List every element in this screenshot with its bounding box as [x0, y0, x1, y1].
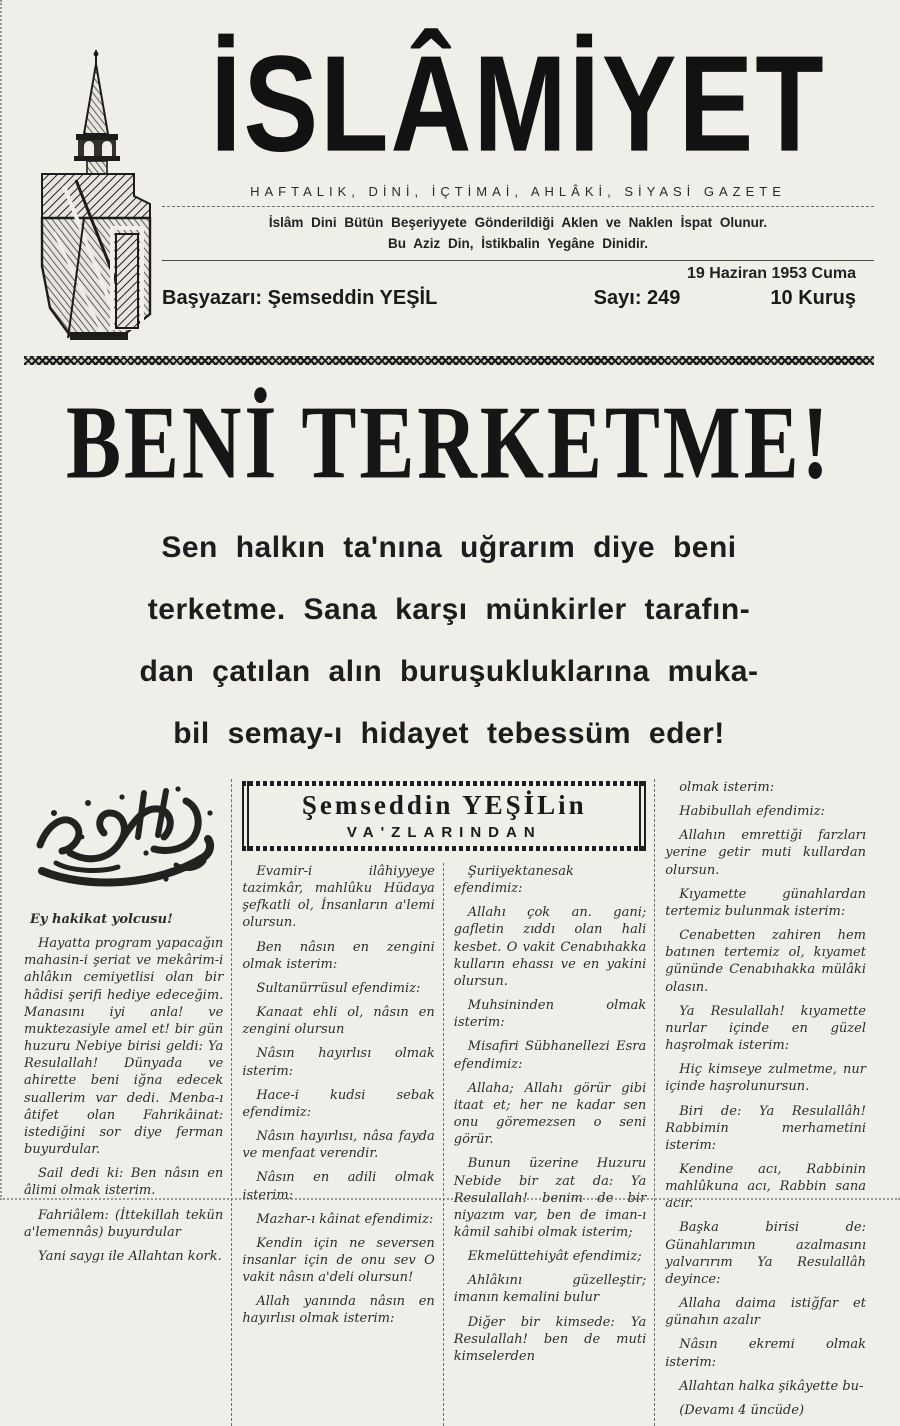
paragraph: Ben nâsın en zengini olmak isterim:	[242, 939, 435, 972]
paragraph: Hace-i kudsi sebak efendimiz:	[242, 1087, 435, 1120]
divider-rule	[162, 260, 874, 261]
slogan-line-1: İslâm Dini Bütün Beşeriyyete Gönderildiği Aklen ve Naklen İspat Olunur.	[268, 215, 768, 231]
paragraph: Biri de: Ya Resulallâh! Rabbimin merhametini isterim:	[665, 1103, 866, 1153]
paragraph: Fahriâlem: (İttekillah tekün a'lemennâs) buyurdular	[24, 1207, 224, 1240]
paragraph: Ya Resulallah! kıyamette nurlar içinde en güzel haşrolmak isterim:	[665, 1003, 866, 1054]
editor-name: Başyazarı: Şemseddin YEŞİL	[162, 286, 438, 309]
article-column-4	[654, 779, 874, 1426]
paragraph: Sail dedi ki: Ben nâsın en âlimi olmak isterim.	[24, 1166, 224, 1199]
decorative-zigzag-band	[24, 356, 874, 365]
paragraph: Allahı çok an. gani; gafletin zıddı olan hali kesbet. O vakit Cenabıhakka kulların ehassı ve en yakini olursun.	[453, 905, 647, 989]
paragraph: Sultanürrüsul efendimiz:	[256, 980, 421, 996]
paragraph: (Devamı 4 üncüde)	[679, 1402, 805, 1418]
paragraph: olmak isterim:	[679, 780, 775, 795]
vaaz-box-cell	[231, 779, 654, 863]
vaaz-header-box	[242, 781, 646, 851]
article-column-2	[231, 863, 442, 1426]
issue-info-row	[162, 287, 874, 310]
paragraph: Allah yanında nâsın en hayırlısı olmak isterim:	[242, 1294, 435, 1327]
column-1-text	[24, 911, 223, 1265]
date-line: 19 Haziran 1953 Cuma	[687, 264, 856, 282]
newspaper-title: İSLÂMİYET	[210, 27, 826, 180]
paragraph: bil semay-ı hidayet tebessüm eder!	[173, 717, 725, 750]
paragraph: Mazhar-ı kâinat efendimiz:	[256, 1211, 434, 1227]
minaret-engraving-illustration	[24, 46, 162, 346]
paragraph: Misafiri Sübhanellezi Esra efendimiz:	[453, 1039, 647, 1072]
headline-wrap	[24, 383, 874, 511]
article-column-3	[443, 863, 654, 1426]
masthead	[24, 27, 874, 346]
paragraph: Allaha daima istiğfar et günahın azalır	[665, 1296, 866, 1329]
paragraph: Kanaat ehli ol, nâsın en zengini olursun	[242, 1005, 435, 1038]
paragraph: Allaha; Allahı görür gibi itaat et; her ne kadar sen onu göremezsen o seni görür.	[453, 1080, 647, 1148]
paragraph: Kıyamette günahlardan tertemiz bulunmak isterim:	[665, 886, 866, 919]
paragraph: Başka birisi de: Günahlarımın azalmasını yalvarırım Ya Resulallâh deyince:	[665, 1220, 866, 1287]
paragraph: Nâsın ekremi olmak isterim:	[665, 1337, 866, 1370]
divider-rule	[162, 206, 874, 207]
issue-number: Sayı: 249	[593, 286, 681, 309]
price: 10 Kuruş	[770, 286, 856, 309]
paragraph: Hiç kimseye zulmetme, nur içinde haşrolunursun.	[665, 1062, 866, 1095]
paragraph: Şuriiyektanesak efendimiz:	[453, 864, 574, 897]
paragraph: Nâsın en adili olmak isterim:	[242, 1170, 435, 1203]
article-section	[24, 779, 874, 1426]
paragraph: Nâsın hayırlısı, nâsa fayda ve menfaat verendir.	[242, 1129, 435, 1162]
paragraph: Ahlâkını güzelleştir; imanın kemalini bulur	[453, 1273, 647, 1306]
paragraph: Allahın emrettiği farzları yerine getir muti kullardan olursun.	[665, 828, 866, 878]
headline-deck	[30, 531, 868, 751]
paragraph: Kendine acı, Rabbinin mahlûkuna acı, Rabbin sana acır.	[665, 1161, 866, 1212]
paragraph: dan çatılan alın buruşukluklarına muka-	[139, 655, 759, 688]
main-headline: BENİ TERKETME!	[66, 383, 832, 501]
article-column-1	[24, 779, 231, 1426]
paragraph: Cenabetten zahiren hem batınen tertemiz ol, kıyamet gününde Cenabıhakka mülâki olasın.	[665, 928, 866, 995]
paragraph: Muhsininden olmak isterim:	[453, 998, 647, 1031]
paragraph: Sen halkın ta'nına uğrarım diye beni	[161, 531, 737, 564]
slogan-line-2: Bu Aziz Din, İstikbalin Yegâne Dinidir.	[387, 235, 649, 251]
paragraph: Ekmelüttehiyât efendimiz;	[467, 1249, 642, 1265]
paragraph: Allahtan halka şikâyette bu-	[679, 1378, 864, 1394]
paragraph: Kendin için ne seversen insanlar için de onu sev O vakit nâsın a'deli olursun!	[242, 1235, 435, 1286]
paragraph: Yani saygı ile Allahtan kork.	[38, 1248, 222, 1264]
paragraph: Ey hakikat yolcusu!	[30, 912, 173, 927]
newspaper-subtitle: HAFTALIK, DİNİ, İÇTİMAİ, AHLÂKİ, SİYASİ GAZETE	[250, 184, 786, 200]
paragraph: terketme. Sana karşı münkirler tarafın-	[147, 593, 751, 626]
vaaz-box-subtitle: VA'ZLARINDAN	[346, 824, 542, 841]
paragraph: Habibullah efendimiz:	[679, 804, 825, 820]
paragraph: Nâsın hayırlısı olmak isterim:	[242, 1046, 435, 1079]
paragraph: Hayatta program yapacağın mahasin-i şeriat ve mekârim-i ahlâkın cemiyetlisi olan bir hâdisi şerifi hediye edeceğim. Manasını iyi anla! ve muktezasiyle amel et! bir gün huzuru Nebiye birisi geldi: Ya Resulallah! Dünyada ve ahirette beni iğna edecek suallerim var dedi. Menba-ı âtifet olan Fahrikâinat: istediğini sor diye ferman buyurdular.	[24, 936, 224, 1158]
vaaz-box-title: Şemseddin YEŞİLin	[301, 790, 587, 820]
paragraph: Evamir-i ilâhiyyeye tazimkâr, mahlûku Hüdaya şefkatli ol, İnsanların a'lemi olursun.	[242, 864, 435, 931]
paragraph: Diğer bir kimsede: Ya Resulallah! ben de muti kimselerden	[453, 1314, 647, 1364]
paragraph: Bunun üzerine Huzuru Nebide bir zat da: Ya Resulallah! benim de bir niyazım var, ben de iman-ı kâmil sahibi olmak isterim;	[453, 1156, 647, 1240]
masthead-right-block	[162, 27, 874, 310]
bismillah-calligraphy-illustration	[26, 779, 222, 901]
